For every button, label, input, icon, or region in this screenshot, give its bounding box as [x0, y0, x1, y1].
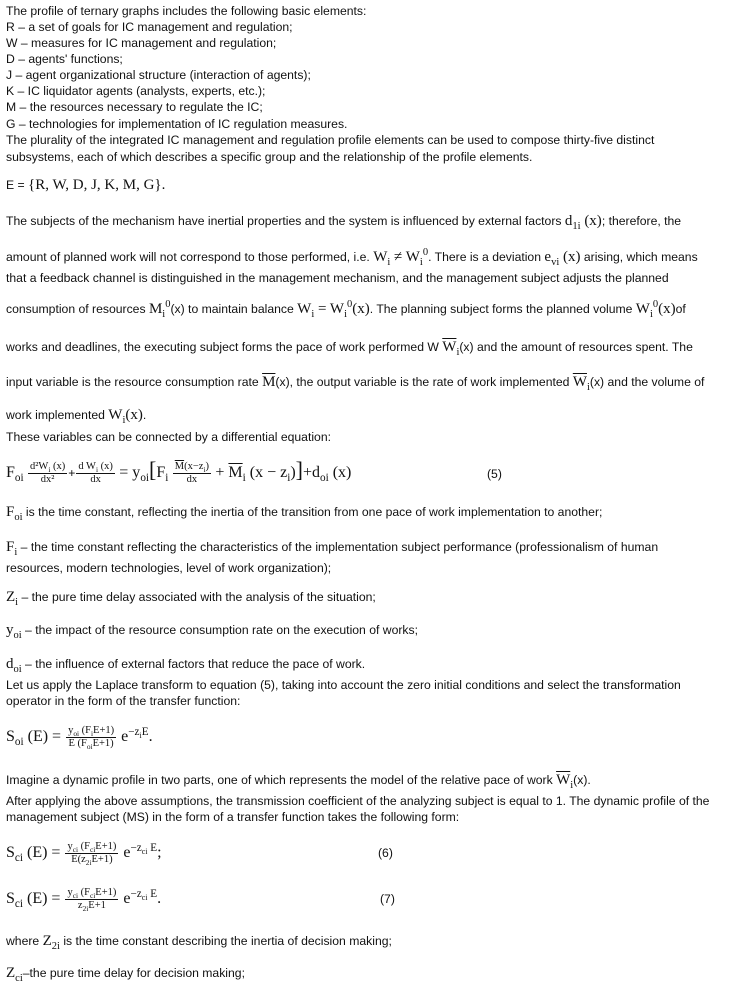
set-equation [6, 178, 165, 193]
para1-line-b: amount of planned work will not correspond to those performed, i.e. $W_i \ne W_i^0$. There is a deviation $e_{vi}$ (x) arising, which means [6, 247, 698, 268]
element-g: G – technologies for implementation of IC regulation measures. [6, 117, 348, 131]
imagine-line: Imagine a dynamic profile in two parts, one of which represents the model of the relative pace of work $\overline{W}_i(x)$. [6, 772, 591, 791]
para1-line-c: that a feedback channel is distinguished in the management mechanism, and the management subject adjusts the planned [6, 271, 669, 285]
laplace-line-2: operator in the form of the transfer function: [6, 694, 241, 708]
laplace-line-1: Let us apply the Laplace transform to equation (5), taking into account the zero initial conditions and select the transformation [6, 678, 681, 692]
para1-line-g: work implemented $W_i(x)$. [6, 407, 147, 426]
element-r: R – a set of goals for IC management and regulation; [6, 20, 293, 34]
transfer-function-soi: $S_{oi}$ (E) = $\frac{y_{oi} (F_iE+1)}{E (F_{oi}E+1)}$ $e^{-z_iE}$. [6, 725, 153, 752]
plurality-line-2: subsystems, each of which describes a specific group and the relationship of the profile elements. [6, 150, 533, 164]
def-doi: $d_{oi}$ – the influence of external factors that reduce the pace of work. [6, 656, 366, 675]
intro-text: The profile of ternary graphs includes the following basic elements: [6, 4, 367, 18]
balance-math: $W_i = W_i^0(x)$ [297, 299, 370, 320]
mi0-math: $M_i^0$ [148, 299, 171, 320]
after-line-1: After applying the above assumptions, the transmission coefficient of the analyzing subject is equal to 1. The dynamic profile of the [6, 794, 710, 808]
wi0-math: $W_i^0(x)$ [635, 299, 676, 320]
para1-line-e: works and deadlines, the executing subject forms the pace of work performed W $\overline{W}_i(x)$ and the amount of resources spent. The [6, 339, 693, 358]
equation-6: $S_{ci}$ (E) = $\frac{y_{ci} (F_{ci}E+1)}{E(z_{2i}E+1)}$ $e^{-z_{ci} E}$; [6, 841, 162, 868]
plurality-line-1: The plurality of the integrated IC management and regulation profile elements can be used to compose thirty-five distinct [6, 133, 655, 147]
d1i-math: $d_{1i}$ (x) [564, 213, 602, 232]
def-fi-line-2: resources, modern technologies, level of work organization); [6, 561, 332, 575]
equation-5: $F_{oi}$ $\frac{d^2W_i (x)}{\text{dx²}}$ + $\frac{d W_i (x)}{dx}$ = $y_{oi}[F_i$ $\frac{\overline{M}(x-z_i)}{dx}$ + $\overline{M}_i$ $(x - z_i)]+d_{oi}$ (x) [6, 457, 352, 486]
def-yoi: $y_{oi}$ – the impact of the resource consumption rate on the execution of works; [6, 622, 418, 641]
element-m: M – the resources necessary to regulate the IC; [6, 100, 263, 114]
equation-7-number: (7) [380, 892, 395, 906]
def-fi-line-1: $F_i$ – the time constant reflecting the characteristics of the implementation subject performance (professionalism of human [6, 539, 659, 558]
equation-7: $S_{ci}$ (E) = $\frac{y_{ci} (F_{ci}E+1)}{z_{2i}E+1}$ $e^{-z_{ci} E}$. [6, 887, 162, 914]
def-zi: $Z_i$ – the pure time delay associated with the analysis of the situation; [6, 589, 376, 608]
set-rhs: {R, W, D, J, K, M, G}. [28, 177, 166, 193]
wbar-math: $\overline{W}_i$ [442, 339, 460, 358]
element-d: D – agents' functions; [6, 52, 123, 66]
mbar-math: $\overline{M}$ [262, 374, 276, 390]
evi-math: $e_{vi}$ (x) [544, 249, 581, 268]
element-k: K – IC liquidator agents (analysts, experts, etc.); [6, 84, 266, 98]
where-zci: $Z_{ci}$–the pure time delay for decision making; [6, 965, 245, 984]
para1-line-d: consumption of resources $M_i^0(x)$ to maintain balance $W_i = W_i^0(x)$. The planning subject forms the planned volume $W_i^0(x)of$ [6, 299, 686, 320]
wi-neq-math: $W_i \ne W_i^0$ [373, 247, 429, 268]
para1-line-f: input variable is the resource consumption rate $\overline{M}(x)$, the output variable is the rate of work implemented $\overline{W}_i(x)$ and the volume of [6, 374, 705, 393]
para1-line-a: The subjects of the mechanism have inertial properties and the system is influenced by external factors $d_{1i}$ (x); therefore, the [6, 213, 682, 232]
set-lhs: E = [6, 178, 29, 192]
where-z2i: where $Z_{2i}$ is the time constant describing the inertia of decision making; [6, 933, 392, 952]
wbar2-math: $\overline{W}_i$ [572, 374, 590, 393]
element-w: W – measures for IC management and regulation; [6, 36, 277, 50]
equation-6-number: (6) [378, 846, 393, 860]
wi-math: $W_i(x)$ [108, 407, 143, 426]
after-line-2: management subject (MS) in the form of a transfer function takes the following form: [6, 810, 460, 824]
diffeq-intro: These variables can be connected by a differential equation: [6, 430, 331, 444]
equation-5-number: (5) [487, 467, 502, 481]
def-foi: $F_{oi}$ is the time constant, reflecting the inertia of the transition from one pace of work implementation to another; [6, 504, 603, 523]
element-j: J – agent organizational structure (interaction of agents); [6, 68, 311, 82]
